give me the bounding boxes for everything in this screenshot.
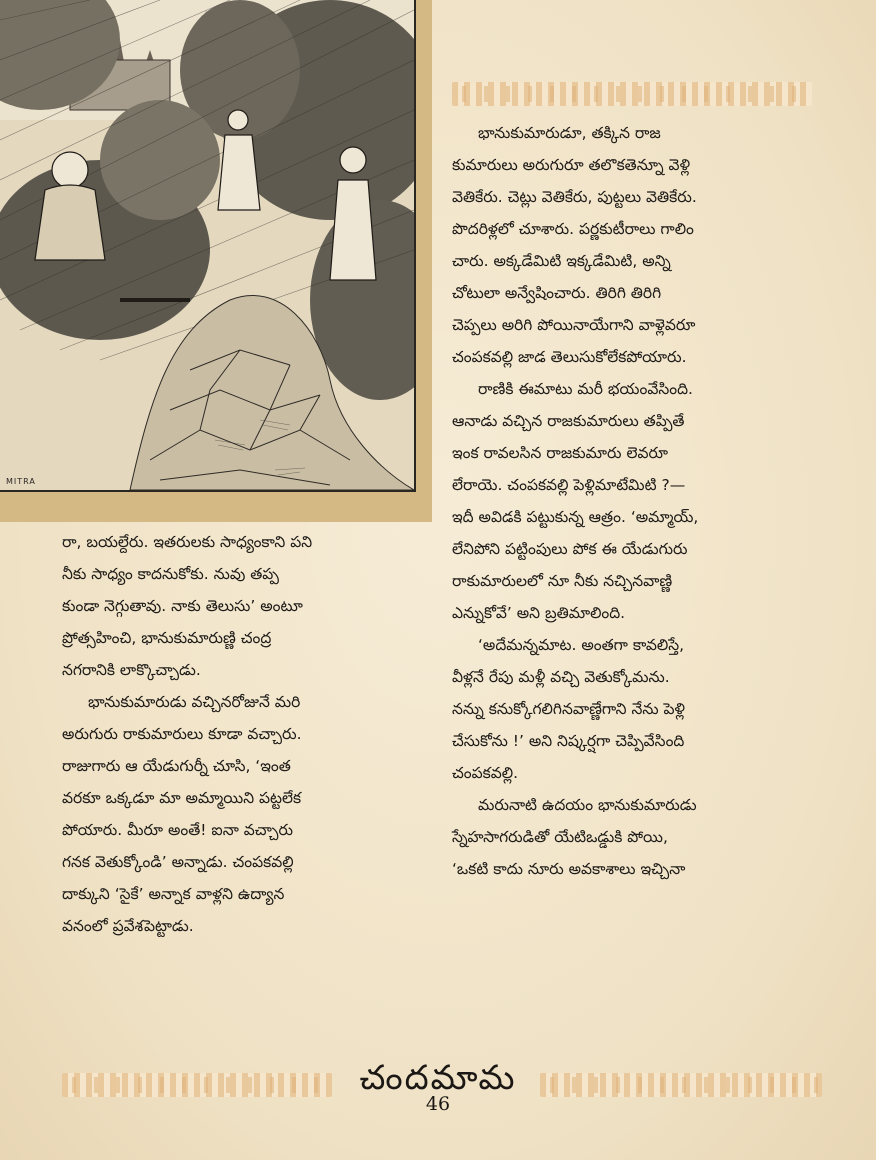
- text-line: వరకూ ఒక్కడూ మా అమ్మాయిని పట్టలేక: [62, 789, 302, 807]
- text-line: చెప్పలు అరిగి పోయినాయేగాని వాళ్లెవరూ: [452, 316, 696, 334]
- text-line: ఎన్నుకోవే’ అని బ్రతిమాలింది.: [452, 604, 626, 622]
- text-line: భానుకుమారుడూ, తక్కిన రాజ: [478, 124, 661, 142]
- text-line: ఇదీ అవిడకి పట్టుకున్న ఆత్రం. ‘అమ్మాయ్,: [452, 508, 699, 526]
- text-line: భానుకుమారుడు వచ్చినరోజునే మరి: [88, 693, 301, 711]
- garden-scene-image: [0, 0, 414, 490]
- text-line: నగరానికి లాక్కొచ్చాడు.: [62, 661, 201, 679]
- text-line: ఇంక రావలసిన రాజకుమారు లెవరూ: [452, 444, 669, 462]
- text-line: చోటులా అన్వేషించారు. తిరిగి తిరిగి: [452, 284, 662, 302]
- text-line: చంపకవల్లి జాడ తెలుసుకోలేకపోయారు.: [452, 348, 687, 366]
- text-line: నీకు సాధ్యం కాదనుకోకు. నువు తప్ప: [62, 565, 279, 583]
- text-line: లేరాయె. చంపకవల్లి పెళ్లిమాటేమిటి ?—: [452, 476, 686, 494]
- text-line: నన్ను కనుక్కోగలిగినవాణ్ణేగాని నేను పెళ్లి: [452, 700, 686, 718]
- text-line: దాక్కుని ‘సైకే’ అన్నాక వాళ్లని ఉద్యాన: [62, 885, 285, 903]
- text-line: ఆనాడు వచ్చిన రాజకుమారులు తప్పితే: [452, 412, 685, 430]
- text-line: వెతికేరు. చెట్లు వెతికేరు, పుట్టలు వెతికేరు.: [452, 188, 697, 206]
- text-line: రాజుగారు ఆ యేడుగుర్నీ చూసి, ‘ఇంత: [62, 757, 291, 775]
- text-line: రాణికి ఈమాటు మరీ భయంవేసింది.: [478, 380, 693, 398]
- text-line: లేనిపోని పట్టింపులు పోక ఈ యేడుగురు: [452, 540, 688, 558]
- text-line: కుమారులు అరుగురూ తలొకతెన్నూ వెళ్లి: [452, 156, 691, 174]
- text-line: అరుగురు రాకుమారులు కూడా వచ్చారు.: [62, 725, 302, 743]
- text-line: పొదరిళ్లలో చూశారు. పర్ణకుటీరాలు గాలిం: [452, 220, 694, 238]
- text-line: వనంలో ప్రవేశపెట్టాడు.: [62, 917, 194, 935]
- text-line: మరునాటి ఉదయం భానుకుమారుడు: [478, 796, 697, 814]
- text-line: చారు. అక్కడేమిటి ఇక్కడేమిటి, అన్ని: [452, 252, 671, 270]
- text-line: కుండా నెగ్గుతావు. నాకు తెలుసు’ అంటూ: [62, 597, 303, 615]
- text-line: చేసుకోను !’ అని నిష్కర్షగా చెప్పివేసింది: [452, 732, 685, 750]
- text-line: పోయారు. మీరూ అంతే! ఐనా వచ్చారు: [62, 821, 294, 839]
- text-line: వీళ్లనే రేపు మళ్లీ వచ్చి వెతుక్కోమను.: [452, 668, 670, 686]
- text-line: స్నేహసాగరుడితో యేటిఒడ్డుకి పోయి,: [452, 828, 668, 846]
- magazine-masthead: చందమామ: [359, 1058, 517, 1098]
- illustration-frame: [0, 0, 416, 492]
- artist-signature: MITRA: [6, 477, 36, 486]
- text-line: చంపకవల్లి.: [452, 764, 519, 782]
- text-line: రా, బయల్దేరు. ఇతరులకు సాధ్యంకాని పని: [62, 533, 313, 551]
- right-text-column: [452, 117, 824, 885]
- text-line: ప్రోత్సహించి, భానుకుమారుణ్ణి చంద్ర: [62, 629, 272, 647]
- text-line: ‘ఒకటి కాదు నూరు అవకాశాలు ఇచ్చినా: [452, 860, 686, 878]
- text-line: రాకుమారులలో నూ నీకు నచ్చినవాణ్ణి: [452, 572, 673, 590]
- page-number: 46: [425, 1093, 451, 1115]
- left-text-column: [62, 526, 434, 942]
- story-illustration: [0, 0, 432, 522]
- decorative-border-top: [452, 82, 812, 106]
- text-line: ‘అదేమన్నమాట. అంతగా కావలిస్తే,: [478, 636, 685, 654]
- text-line: గనక వెతుక్కోండి’ అన్నాడు. చంపకవల్లి: [62, 853, 294, 871]
